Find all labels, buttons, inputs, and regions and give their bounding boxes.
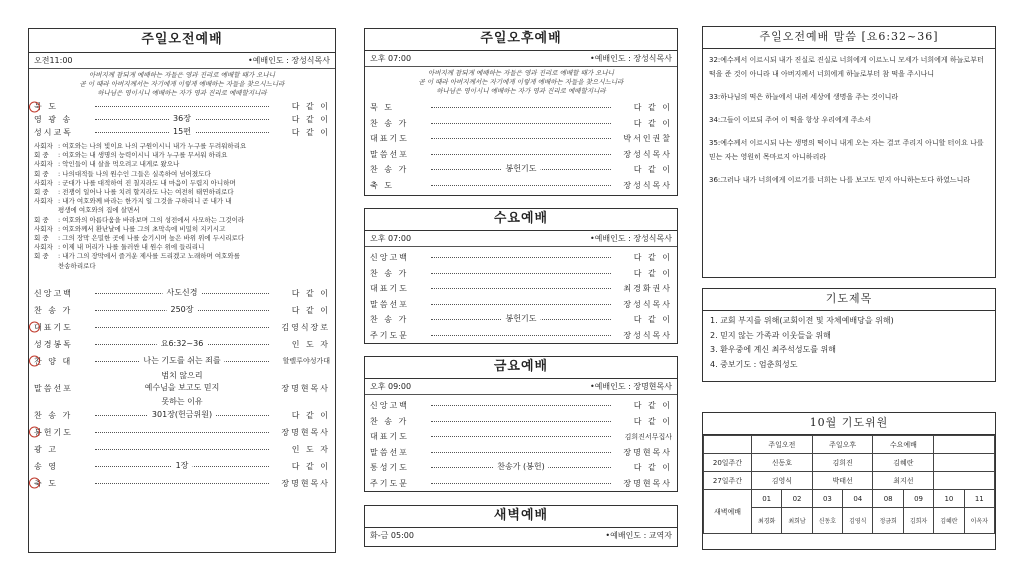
order-label: 축 도 bbox=[34, 478, 58, 488]
order-value: 장명현목사 bbox=[281, 478, 330, 488]
dotted-leader bbox=[95, 338, 269, 348]
order-row bbox=[365, 116, 677, 132]
reading-text: : 여호와께서 환난날에 나를 그의 초막속에 비밀히 지키시고 bbox=[58, 224, 226, 233]
week-label: 20일주간 bbox=[704, 454, 752, 472]
order-label: 광 고 bbox=[34, 444, 58, 454]
day-cell: 11 bbox=[964, 490, 994, 508]
reading-text: : 군대가 나를 대적하여 진 칠지라도 내 마음이 두렵지 아니하며 bbox=[58, 178, 236, 187]
table-row bbox=[704, 436, 995, 454]
afternoon-leader: •예배인도 : 장성식목사 bbox=[589, 54, 672, 63]
reading-line bbox=[34, 206, 330, 215]
reading-text: : 여호와는 나의 빛이요 나의 구원이시니 내가 누구를 두려워하리요 bbox=[58, 142, 247, 150]
order-row bbox=[365, 328, 677, 344]
order-label: 찬 송 가 bbox=[370, 118, 409, 128]
dotted-leader bbox=[431, 107, 611, 108]
order-value: 다 같 이 bbox=[291, 115, 330, 124]
dotted-leader bbox=[431, 314, 611, 324]
order-row bbox=[365, 297, 677, 313]
order-value: 장명현목사 bbox=[623, 447, 672, 457]
dotted-leader bbox=[95, 304, 269, 314]
dotted-leader bbox=[95, 327, 269, 328]
order-label: 말씀선포 bbox=[370, 149, 409, 159]
order-value: 김희진서무집사 bbox=[624, 432, 672, 441]
afternoon-intro bbox=[365, 67, 677, 98]
prayer-topics-title: 기도제목 bbox=[703, 289, 995, 311]
wednesday-service-title: 수요예배 bbox=[365, 209, 677, 231]
order-value: 다 같 이 bbox=[633, 401, 672, 411]
order-label: 신앙고백 bbox=[34, 288, 73, 298]
table-header: 수요예배 bbox=[873, 436, 934, 454]
table-row bbox=[704, 454, 995, 472]
name-cell: 이옥자 bbox=[964, 508, 994, 534]
morning-time: 오전11:00 bbox=[34, 56, 73, 65]
reading-speaker: 사회자 bbox=[34, 142, 53, 150]
order-row bbox=[365, 445, 677, 461]
table-row bbox=[704, 472, 995, 490]
dotted-leader bbox=[431, 273, 611, 274]
name-cell: 신동호 bbox=[812, 508, 842, 534]
dotted-leader bbox=[431, 405, 611, 406]
reading-speaker: 사회자 bbox=[34, 197, 53, 206]
friday-service-panel bbox=[364, 356, 678, 492]
prayer-item: 3. 환우중에 계신 최주석성도를 위해 bbox=[710, 345, 836, 354]
order-detail: 찬송가 (봉헌) bbox=[493, 461, 548, 472]
reading-text: 평생에 여호와의 집에 살면서 bbox=[58, 206, 140, 215]
order-row bbox=[365, 429, 677, 445]
morning-intro bbox=[29, 69, 335, 100]
order-row bbox=[365, 460, 677, 476]
wednesday-service-panel bbox=[364, 208, 678, 344]
order-row bbox=[365, 398, 677, 414]
dotted-leader bbox=[95, 355, 269, 365]
table-cell bbox=[934, 472, 995, 490]
dotted-leader bbox=[431, 436, 611, 437]
order-row bbox=[29, 458, 335, 475]
dotted-leader bbox=[95, 127, 269, 136]
verse: 33:하나님의 떡은 하늘에서 내려 세상에 생명을 주는 것이니라 bbox=[709, 93, 899, 101]
order-label: 찬 송 가 bbox=[370, 165, 409, 175]
day-cell: 02 bbox=[782, 490, 812, 508]
scripture-verses bbox=[703, 49, 995, 200]
order-label: 대표기도 bbox=[34, 322, 73, 332]
intro-line: 곧 이 때라 아버지께서는 자기에게 이렇게 예배하는 자들을 찾으시느니라 bbox=[79, 80, 285, 88]
dotted-leader bbox=[431, 304, 611, 305]
order-detail: 나는 기도를 쉬는 죄를 bbox=[139, 355, 224, 366]
dotted-leader bbox=[95, 409, 269, 419]
order-label: 묵 도 bbox=[370, 103, 394, 113]
order-label: 찬 송 가 bbox=[34, 410, 73, 420]
order-value: 다 같 이 bbox=[633, 165, 672, 175]
afternoon-service-panel bbox=[364, 28, 678, 196]
reading-speaker: 회 중 bbox=[34, 169, 49, 178]
order-label: 찬 송 가 bbox=[370, 315, 409, 325]
table-cell bbox=[934, 454, 995, 472]
dotted-leader bbox=[95, 382, 269, 392]
order-row bbox=[365, 476, 677, 492]
reading-line bbox=[34, 234, 330, 243]
order-value: 다 같 이 bbox=[633, 103, 672, 113]
name-cell: 최경화 bbox=[751, 508, 781, 534]
order-label: 통성기도 bbox=[370, 463, 409, 473]
table-cell: 박태선 bbox=[812, 472, 873, 490]
dawn-time: 화-금 05:00 bbox=[370, 531, 414, 540]
order-row bbox=[365, 147, 677, 163]
dotted-leader bbox=[431, 335, 611, 336]
reading-line bbox=[34, 142, 330, 151]
order-label: 찬 송 가 bbox=[370, 416, 409, 426]
order-detail: 예수님을 보고도 믿지 bbox=[141, 382, 224, 393]
order-row bbox=[365, 131, 677, 147]
order-detail: 1장 bbox=[172, 460, 193, 471]
order-value: 다 같 이 bbox=[633, 268, 672, 278]
name-cell: 정금희 bbox=[873, 508, 903, 534]
reading-line bbox=[34, 252, 330, 261]
dawn-label: 새벽예배 bbox=[704, 490, 752, 534]
morning-order-bottom bbox=[29, 285, 335, 492]
day-cell: 10 bbox=[934, 490, 964, 508]
reading-text: : 내가 여호와께 바라는 한가지 일 그것을 구하리니 곧 내가 내 bbox=[58, 197, 232, 206]
intro-line: 아버지께 참되게 예배하는 자들은 영과 진리로 예배할 때가 오나니 bbox=[88, 71, 276, 79]
pen-circle-mark bbox=[29, 478, 40, 489]
dotted-leader bbox=[431, 154, 611, 155]
order-value: 다 같 이 bbox=[633, 118, 672, 128]
order-row bbox=[29, 407, 335, 424]
sermon-title-line: 못하는 이유 bbox=[161, 396, 203, 406]
order-label: 축 도 bbox=[370, 180, 394, 190]
reading-text: : 악인들이 내 살을 먹으려고 내게로 왔으나 bbox=[58, 160, 180, 169]
order-row bbox=[29, 113, 335, 126]
prayer-list bbox=[703, 311, 995, 375]
reading-speaker: 회 중 bbox=[34, 252, 49, 261]
order-label: 찬 양 대 bbox=[34, 356, 73, 366]
table-header: 주일오후 bbox=[812, 436, 873, 454]
dawn-service-panel bbox=[364, 505, 678, 547]
reading-text: : 나의대적들 나의 원수인 그들은 실족하여 넘어졌도다 bbox=[58, 169, 211, 178]
responsive-reading bbox=[29, 142, 335, 271]
order-row bbox=[365, 178, 677, 194]
reading-line bbox=[34, 160, 330, 169]
reading-speaker: 사회자 bbox=[34, 243, 53, 252]
order-detail: 사도신경 bbox=[163, 287, 202, 298]
order-detail: 봉헌기도 bbox=[502, 313, 541, 324]
prayer-topics-panel bbox=[702, 288, 996, 382]
order-row bbox=[29, 424, 335, 441]
reading-text: : 그의 장막 은밀한 곳에 나를 숨기시며 높은 바위 위에 두시리로다 bbox=[58, 234, 245, 243]
order-label: 대표기도 bbox=[370, 432, 409, 442]
friday-leader: •예배인도 : 장명현목사 bbox=[589, 382, 672, 391]
name-cell: 김희자 bbox=[903, 508, 933, 534]
morning-service-title: 주일오전예배 bbox=[29, 29, 335, 53]
reading-speaker: 회 중 bbox=[34, 234, 49, 243]
verse: 34:그들이 이르되 주여 이 떡을 항상 우리에게 주소서 bbox=[709, 116, 872, 124]
reading-text: : 여호와는 내 생명의 능력이시니 내가 누구를 무서워 하리요 bbox=[58, 151, 228, 160]
order-row bbox=[365, 162, 677, 178]
table-cell: 김혜란 bbox=[873, 454, 934, 472]
afternoon-service-title: 주일오후예배 bbox=[365, 29, 677, 51]
order-row bbox=[29, 475, 335, 492]
day-cell: 04 bbox=[843, 490, 873, 508]
dotted-leader bbox=[431, 452, 611, 453]
intro-line: 아버지께 참되게 예배하는 자들은 영과 진리로 예배할 때가 오나니 bbox=[427, 69, 615, 77]
morning-service-header bbox=[29, 53, 335, 69]
order-row bbox=[29, 100, 335, 113]
intro-line: 하나님은 영이시니 예배하는 자가 영과 진리로 예배할지니라 bbox=[436, 87, 606, 95]
dotted-leader bbox=[431, 123, 611, 124]
committee-table bbox=[703, 435, 995, 534]
sermon-scripture-panel bbox=[702, 26, 996, 278]
order-row bbox=[365, 414, 677, 430]
reading-speaker: 회 중 bbox=[34, 215, 49, 224]
table-cell: 김희진 bbox=[812, 454, 873, 472]
order-row bbox=[29, 302, 335, 319]
prayer-item: 2. 믿지 않는 가족과 이웃들을 위해 bbox=[710, 330, 831, 340]
order-detail: 요6:32~36 bbox=[157, 338, 208, 349]
pen-circle-mark bbox=[29, 322, 40, 333]
verse: 36:그러나 내가 너희에게 이르기를 너희는 나를 보고도 믿지 아니하는도다 하였느니라 bbox=[709, 176, 971, 184]
order-value: 장성식목사 bbox=[623, 299, 672, 309]
order-value: 다 같 이 bbox=[291, 102, 330, 111]
order-row bbox=[365, 281, 677, 297]
prayer-committee-title: 10월 기도위원 bbox=[703, 413, 995, 435]
order-value: 장명현목사 bbox=[281, 383, 330, 393]
pen-circle-mark bbox=[29, 356, 40, 367]
order-value: 다 같 이 bbox=[291, 461, 330, 471]
order-row bbox=[29, 353, 335, 370]
reading-line bbox=[34, 216, 330, 225]
day-cell: 03 bbox=[812, 490, 842, 508]
prayer-committee-panel bbox=[702, 412, 996, 550]
reading-text: : 여호와의 아름다움을 바라보며 그의 성전에서 사모하는 그것이라 bbox=[58, 215, 245, 224]
reading-speaker: 회 중 bbox=[34, 188, 49, 197]
order-value: 장명현목사 bbox=[281, 427, 330, 437]
order-row bbox=[365, 266, 677, 282]
order-label: 신앙고백 bbox=[370, 401, 409, 411]
afternoon-service-header bbox=[365, 51, 677, 67]
intro-line: 곧 이 때라 아버지께서는 자기에게 이렇게 예배하는 자들을 찾으시느니라 bbox=[418, 78, 624, 86]
wednesday-leader: •예배인도 : 장성식목사 bbox=[589, 234, 672, 243]
order-label: 송 영 bbox=[34, 461, 58, 471]
order-label: 말씀선포 bbox=[370, 447, 409, 457]
order-value: 최경화권사 bbox=[623, 284, 672, 294]
morning-order-top bbox=[29, 100, 335, 139]
order-row bbox=[29, 381, 335, 396]
reading-line bbox=[34, 225, 330, 234]
order-label: 성경봉독 bbox=[34, 339, 73, 349]
friday-service-header bbox=[365, 379, 677, 395]
order-label: 주기도문 bbox=[370, 330, 409, 340]
order-value: 다 같 이 bbox=[633, 253, 672, 263]
order-label: 봉헌기도 bbox=[34, 427, 73, 437]
order-value: 장성식목사 bbox=[623, 330, 672, 340]
dotted-leader bbox=[95, 483, 269, 484]
wednesday-time: 오후 07:00 bbox=[370, 234, 412, 243]
sermon-scripture-title: 주일오전예배 말씀 [요6:32~36] bbox=[703, 27, 995, 49]
dotted-leader bbox=[431, 483, 611, 484]
afternoon-order bbox=[365, 100, 677, 193]
table-row bbox=[704, 490, 995, 508]
order-value: 장성식목사 bbox=[623, 180, 672, 190]
morning-leader: •예배인도 : 장성식목사 bbox=[247, 56, 330, 65]
intro-line: 하나님은 영이시니 예배하는 자가 영과 진리로 예배할지니라 bbox=[97, 89, 267, 97]
dotted-leader bbox=[95, 432, 269, 433]
table-header: 주일오전 bbox=[751, 436, 812, 454]
order-detail: 301장(헌금위원) bbox=[148, 409, 216, 420]
order-value: 다 같 이 bbox=[633, 463, 672, 473]
prayer-item: 1. 교회 부지를 위해(교회이전 및 자체예배당을 위해) bbox=[710, 316, 894, 325]
dotted-leader bbox=[431, 288, 611, 289]
order-value: 다 같 이 bbox=[291, 128, 330, 137]
order-row bbox=[365, 250, 677, 266]
dotted-leader bbox=[431, 257, 611, 258]
order-value: 장명현목사 bbox=[623, 478, 672, 488]
order-row bbox=[365, 100, 677, 116]
order-value: 다 같 이 bbox=[291, 305, 330, 315]
dotted-leader bbox=[95, 114, 269, 123]
dotted-leader bbox=[95, 449, 269, 450]
order-row bbox=[29, 319, 335, 336]
reading-speaker: 사회자 bbox=[34, 178, 53, 187]
dotted-leader bbox=[95, 287, 269, 297]
order-value: 장성식목사 bbox=[623, 149, 672, 159]
order-row bbox=[29, 441, 335, 458]
sermon-title-line: 범치 않으리 bbox=[161, 370, 203, 380]
prayer-item: 4. 중보기도 : 엄춘희성도 bbox=[710, 359, 798, 369]
week-label: 27일주간 bbox=[704, 472, 752, 490]
reading-line bbox=[34, 262, 330, 271]
table-cell: 최지선 bbox=[873, 472, 934, 490]
day-cell: 01 bbox=[751, 490, 781, 508]
order-label: 찬 송 가 bbox=[34, 305, 73, 315]
reading-text: : 이제 내 머리가 나를 둘러싼 내 원수 위에 들리리니 bbox=[58, 243, 205, 252]
table-cell: 김영식 bbox=[751, 472, 812, 490]
afternoon-time: 오후 07:00 bbox=[370, 54, 412, 63]
reading-text: 찬송하리로다 bbox=[58, 261, 96, 270]
order-label: 대표기도 bbox=[370, 134, 409, 144]
dotted-leader bbox=[431, 462, 611, 472]
dotted-leader bbox=[95, 460, 269, 470]
dotted-leader bbox=[95, 106, 269, 107]
table-cell: 신동호 bbox=[751, 454, 812, 472]
table-cell bbox=[934, 436, 995, 454]
day-cell: 09 bbox=[903, 490, 933, 508]
reading-line bbox=[34, 188, 330, 197]
reading-speaker: 사회자 bbox=[34, 224, 53, 233]
pen-circle-mark bbox=[29, 427, 40, 438]
order-label: 성시교독 bbox=[34, 128, 73, 137]
order-label: 영 광 송 bbox=[34, 115, 73, 124]
order-value: 인 도 자 bbox=[291, 339, 330, 349]
reading-line bbox=[34, 179, 330, 188]
table-cell bbox=[704, 436, 752, 454]
order-value: 다 같 이 bbox=[291, 288, 330, 298]
order-detail: 봉헌기도 bbox=[502, 163, 541, 174]
reading-text: : 내가 그의 장막에서 즐거운 제사를 드리겠고 노래하며 여호와를 bbox=[58, 252, 240, 261]
verse: 35:예수께서 이르시되 나는 생명의 떡이니 내게 오는 자는 결코 주리지 아니할 터이요 나를 믿는 자는 영원히 목마르지 아니하리라 bbox=[709, 139, 984, 161]
order-label: 말씀선포 bbox=[370, 299, 409, 309]
order-label: 대표기도 bbox=[370, 284, 409, 294]
order-label: 말씀선포 bbox=[34, 383, 73, 393]
name-cell: 김영식 bbox=[843, 508, 873, 534]
verse: 32:예수께서 이르시되 내가 진실로 진실로 너희에게 이르노니 모세가 너희에게 하늘로부터 떡을 준 것이 아니라 내 아버지께서 너희에게 하늘로부터 참 떡을 주시나니 bbox=[709, 56, 984, 78]
order-value: 할렐루야성가대 bbox=[282, 357, 330, 366]
order-row bbox=[365, 312, 677, 328]
dawn-leader: •예배인도 : 교역자 bbox=[605, 531, 672, 540]
order-value: 다 같 이 bbox=[633, 315, 672, 325]
day-cell: 08 bbox=[873, 490, 903, 508]
order-value: 김영식장로 bbox=[281, 322, 330, 332]
order-row bbox=[29, 126, 335, 139]
order-label: 찬 송 가 bbox=[370, 268, 409, 278]
name-cell: 김혜란 bbox=[934, 508, 964, 534]
morning-service-panel bbox=[28, 28, 336, 553]
dotted-leader bbox=[431, 185, 611, 186]
reading-text: : 전쟁이 일어나 나를 치려 할지라도 나는 여전히 태연하리로다 bbox=[58, 188, 234, 197]
order-detail: 15편 bbox=[169, 126, 195, 137]
order-label: 신앙고백 bbox=[370, 253, 409, 263]
dawn-service-title: 새벽예배 bbox=[365, 506, 677, 528]
order-value: 박서인권찰 bbox=[623, 134, 672, 144]
order-value: 인 도 자 bbox=[291, 444, 330, 454]
order-value: 다 같 이 bbox=[633, 416, 672, 426]
reading-line bbox=[34, 170, 330, 179]
order-label: 묵 도 bbox=[34, 102, 58, 111]
dotted-leader bbox=[431, 138, 611, 139]
dotted-leader bbox=[431, 421, 611, 422]
dotted-leader bbox=[431, 164, 611, 174]
order-value: 다 같 이 bbox=[291, 410, 330, 420]
order-detail: 250장 bbox=[167, 304, 198, 315]
order-detail: 36장 bbox=[169, 113, 195, 124]
wednesday-service-header bbox=[365, 231, 677, 247]
reading-speaker: 회 중 bbox=[34, 151, 49, 160]
order-row bbox=[29, 336, 335, 353]
friday-service-title: 금요예배 bbox=[365, 357, 677, 379]
pen-circle-mark bbox=[29, 101, 40, 112]
order-label: 주기도문 bbox=[370, 478, 409, 488]
order-row bbox=[29, 285, 335, 302]
dawn-service-header bbox=[365, 528, 677, 543]
friday-order bbox=[365, 398, 677, 491]
friday-time: 오후 09:00 bbox=[370, 382, 412, 391]
reading-speaker: 사회자 bbox=[34, 160, 53, 169]
wednesday-order bbox=[365, 250, 677, 343]
name-cell: 최희남 bbox=[782, 508, 812, 534]
